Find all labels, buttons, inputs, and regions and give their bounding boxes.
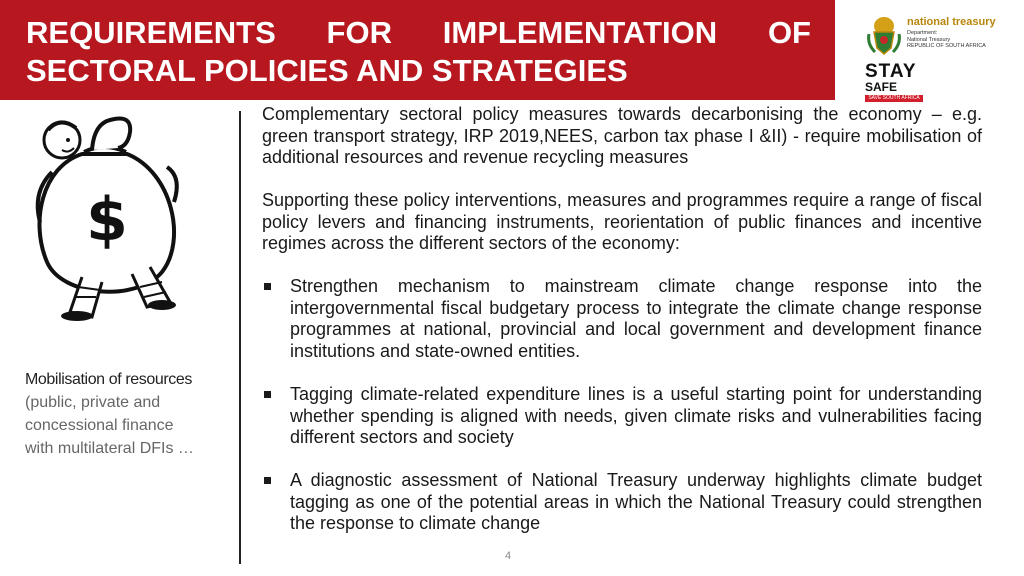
caption-strong: Mobilisation of resources: [25, 371, 192, 388]
money-bag-illustration: [22, 112, 192, 322]
bullet-text: Tagging climate-related expenditure lines is a useful starting point for understanding whether spending is aligned with needs, given climate risks and vulnerabilities facing different sectors and society: [290, 384, 982, 447]
slide-title: [26, 14, 811, 90]
bullet-text: Strengthen mechanism to mainstream climate change response into the intergovernmental fiscal budgetary process to integrate the climate change response programmes at national, provincial and local government and development finance institutions and state-owned entities.: [290, 276, 982, 361]
logo-title: national treasury: [907, 16, 996, 28]
logo-sub-1: Department:: [907, 30, 938, 36]
page-number: 4: [505, 550, 512, 562]
logo-subtitle: [907, 30, 1017, 50]
stay-text: STAY: [865, 61, 917, 82]
square-bullet-icon: [264, 283, 271, 290]
bullet-item: [262, 276, 982, 362]
safe-text: SAFE: [865, 80, 898, 94]
title-line-2: SECTORAL POLICIES AND STRATEGIES: [26, 53, 628, 88]
svg-text:$: $: [86, 185, 128, 255]
title-line-1: REQUIREMENTS FOR IMPLEMENTATION OF: [26, 15, 811, 50]
logo-sub-2: National Treasury: [907, 36, 951, 43]
bullet-item: [262, 384, 982, 449]
stay-safe-tagline: SAVE SOUTH AFRICA: [865, 95, 923, 102]
bullet-item: [262, 470, 982, 535]
title-bar: [0, 0, 835, 100]
vertical-divider: [239, 111, 241, 564]
coat-of-arms-icon: [865, 14, 903, 56]
square-bullet-icon: [264, 391, 271, 398]
logo-area: [845, 6, 1020, 106]
illustration-caption: [25, 368, 205, 460]
logo-sub-3: REPUBLIC OF SOUTH AFRICA: [907, 43, 986, 49]
paragraph-1: Complementary sectoral policy measures towards decarbonising the economy – e.g. green transport strategy, IRP 2019,NEES, carbon tax phase I &II) - require mobilisation of additional resources and revenue recycling measures: [262, 104, 982, 167]
square-bullet-icon: [264, 477, 271, 484]
caption-light: (public, private and concessional finance with multilateral DFIs …: [25, 394, 194, 457]
paragraph-2: Supporting these policy interventions, measures and programmes require a range of fiscal policy levers and financing instruments, reorientation of public finances and incentive regimes across the different sectors of the economy:: [262, 190, 982, 253]
bullet-text: A diagnostic assessment of National Treasury underway highlights climate budget tagging as one of the potential areas in which the National Treasury could strengthen the response to climate change: [290, 470, 982, 533]
stay-safe-logo: [865, 62, 923, 102]
